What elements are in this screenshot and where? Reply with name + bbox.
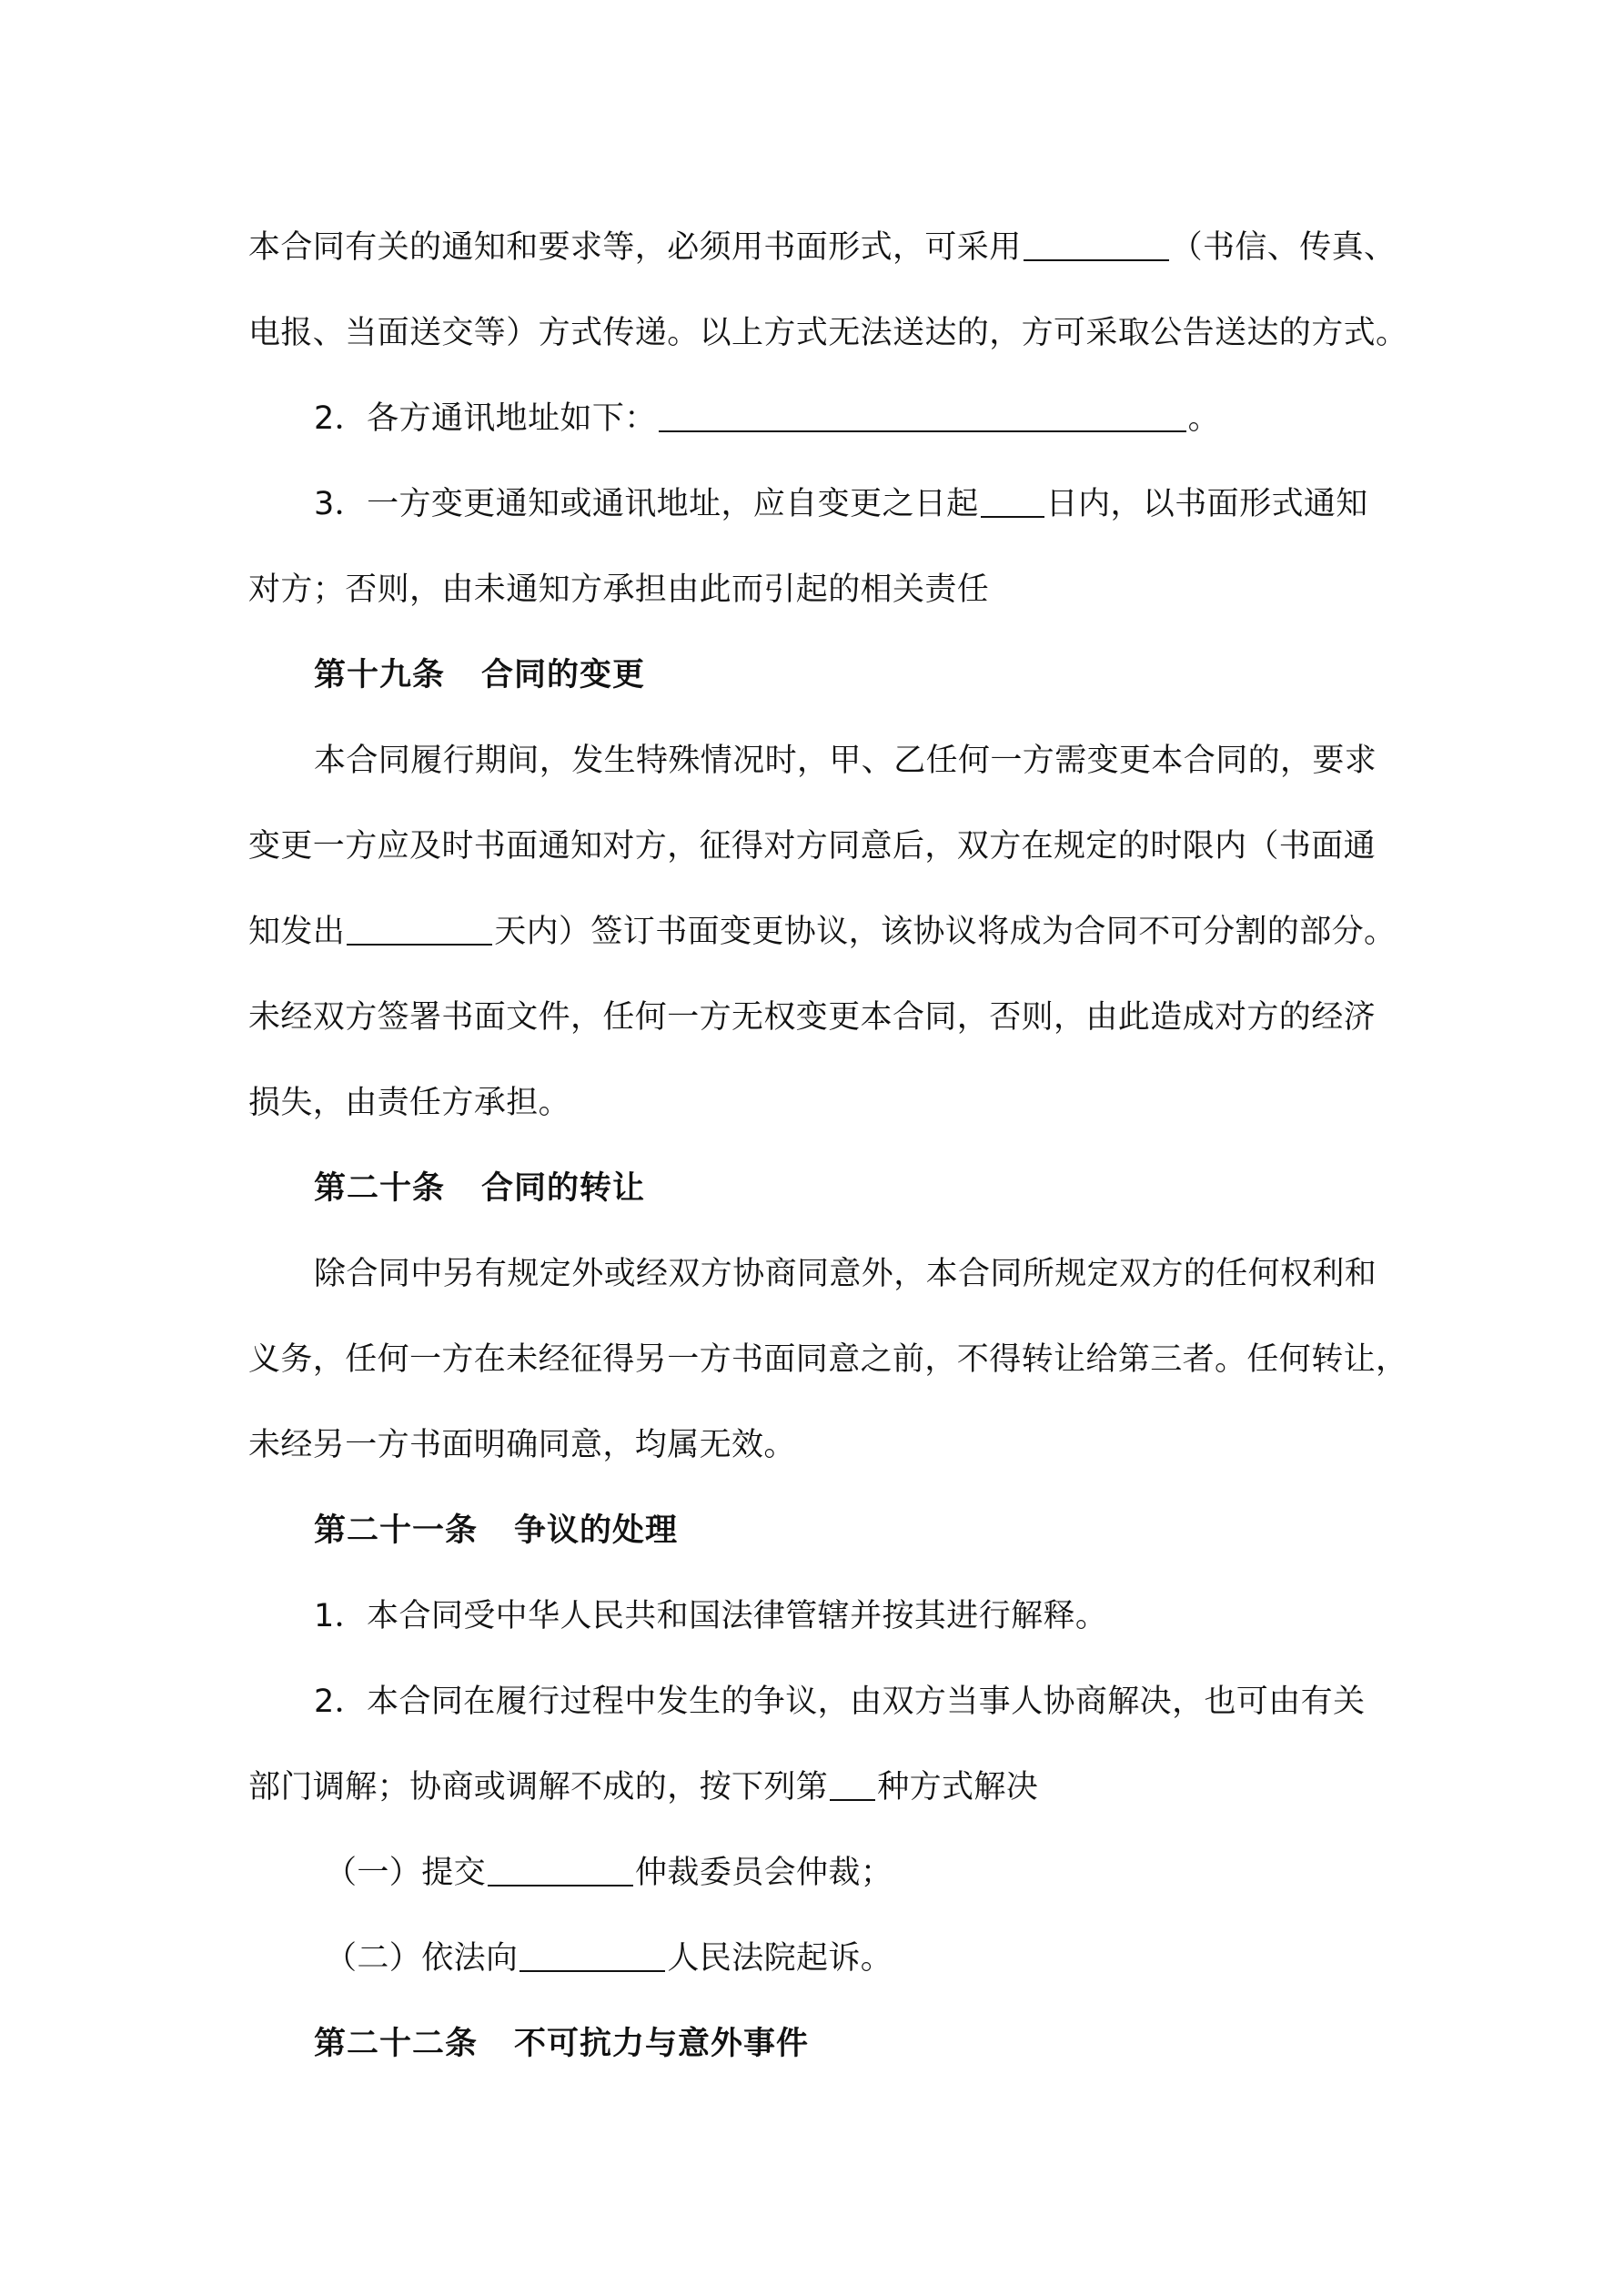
fill-blank-change-days[interactable] (347, 918, 492, 946)
paragraph-line (248, 1317, 1408, 1402)
paragraph-line (248, 376, 1390, 461)
line-text: 天内）签订书面变更协议，该协议将成为合同不可分割的部分。 (494, 914, 1397, 950)
line-text: 本合同履行期间，发生特殊情况时，甲、乙任何一方需变更本合同的，要求 (314, 743, 1377, 779)
line-text: 未经另一方书面明确同意，均属无效。 (248, 1427, 796, 1463)
paragraph-line (248, 804, 1390, 889)
paragraph-line (248, 718, 1390, 804)
article-title: 合同的转让 (481, 1170, 646, 1207)
line-text: （二）依法向 (325, 1940, 519, 1977)
paragraph-line (248, 975, 1390, 1060)
line-text: 除合同中另有规定外或经双方协商同意外，本合同所规定双方的任何权利和 (314, 1256, 1377, 1292)
article-number: 第十九条 (314, 657, 446, 693)
article-heading-19 (248, 632, 1390, 718)
article-number: 第二十一条 (314, 1512, 479, 1549)
paragraph-line (248, 461, 1390, 547)
article-heading-20 (248, 1146, 1390, 1231)
article-title: 争议的处理 (514, 1512, 679, 1549)
article-number: 第二十二条 (314, 2026, 479, 2062)
line-text: 知发出 (248, 914, 346, 950)
paragraph-line (248, 1916, 1390, 2001)
paragraph-line (248, 1659, 1390, 1745)
line-text: 日内，以书面形式通知 (1045, 486, 1368, 522)
fill-blank-resolution-option[interactable] (830, 1774, 875, 1801)
line-text: 3．一方变更通知或通讯地址，应自变更之日起 (314, 486, 979, 522)
line-text: 2．本合同在履行过程中发生的争议，由双方当事人协商解决，也可由有关 (314, 1684, 1366, 1720)
contract-body (248, 205, 1408, 2087)
article-heading-21 (248, 1488, 1390, 1573)
paragraph-line (248, 1060, 1390, 1146)
line-text: 未经双方签署书面文件，任何一方无权变更本合同，否则，由此造成对方的经济 (248, 999, 1377, 1036)
line-text: 2．各方通讯地址如下： (314, 400, 657, 437)
line-text: 对方；否则，由未通知方承担由此而引起的相关责任 (248, 571, 990, 608)
line-text: 本合同有关的通知和要求等，必须用书面形式，可采用 (248, 229, 1022, 266)
article-title: 不可抗力与意外事件 (514, 2026, 810, 2062)
line-text: 电报、当面送交等）方式传递。以上方式无法送达的，方可采取公告送达的方式。 (248, 315, 1408, 351)
paragraph-line (248, 1830, 1390, 1916)
fill-blank-notice-days[interactable] (981, 491, 1044, 518)
article-heading-22 (248, 2001, 1390, 2087)
fill-blank-method[interactable] (1024, 234, 1169, 261)
paragraph-line (248, 547, 1390, 632)
line-text: 仲裁委员会仲裁； (635, 1855, 893, 1891)
line-text: 人民法院起诉。 (667, 1940, 893, 1977)
paragraph-line (248, 205, 1397, 290)
line-text: 1．本合同受中华人民共和国法律管辖并按其进行解释。 (314, 1598, 1108, 1634)
line-text: 种方式解决 (877, 1769, 1039, 1805)
line-text: （一）提交 (325, 1855, 487, 1891)
paragraph-line (248, 1231, 1390, 1317)
article-title: 合同的变更 (481, 657, 646, 693)
line-text: 。 (1187, 400, 1221, 437)
paragraph-line (248, 1402, 1390, 1488)
fill-blank-address[interactable] (659, 405, 1186, 432)
line-text: （书信、传真、 (1170, 229, 1397, 266)
line-text: 部门调解；协商或调解不成的，按下列第 (248, 1769, 829, 1805)
line-text: 义务，任何一方在未经征得另一方书面同意之前，不得转让给第三者。任何转让， (248, 1341, 1408, 1378)
fill-blank-court[interactable] (519, 1945, 665, 1972)
paragraph-line (248, 1573, 1390, 1659)
article-number: 第二十条 (314, 1170, 446, 1207)
paragraph-line (248, 889, 1397, 975)
paragraph-line (248, 290, 1408, 376)
line-text: 损失，由责任方承担。 (248, 1085, 571, 1121)
paragraph-line (248, 1745, 1390, 1830)
line-text: 变更一方应及时书面通知对方，征得对方同意后，双方在规定的时限内（书面通 (248, 828, 1377, 865)
fill-blank-arbitration[interactable] (488, 1859, 633, 1886)
